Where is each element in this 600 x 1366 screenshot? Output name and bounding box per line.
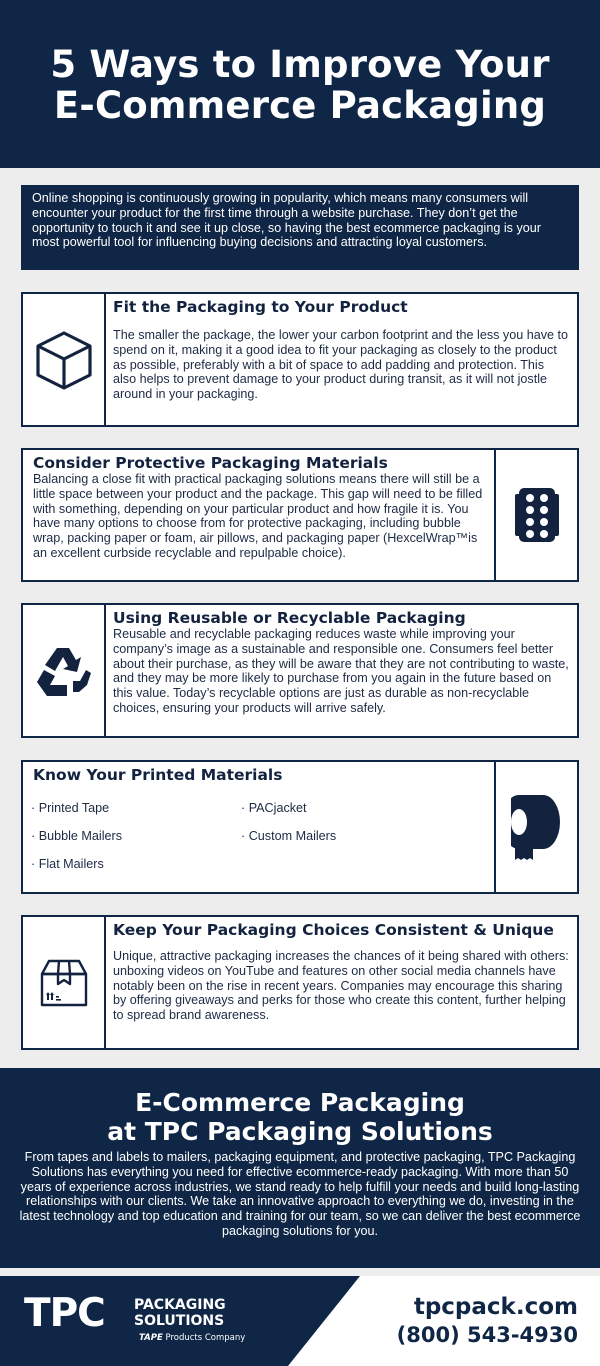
page-title-line-2: E-Commerce Packaging <box>53 84 547 127</box>
footer <box>0 1276 600 1366</box>
phone-number[interactable]: (800) 543-4930 <box>396 1323 578 1347</box>
section-title: Know Your Printed Materials <box>33 766 283 784</box>
page-title-line-1: 5 Ways to Improve Your <box>50 43 550 86</box>
about-title-line-1: E-Commerce Packaging <box>135 1088 465 1117</box>
about-title-line-2: at TPC Packaging Solutions <box>107 1117 493 1146</box>
header-banner <box>0 0 600 168</box>
section-title: Fit the Packaging to Your Product <box>113 298 408 316</box>
logo-tagline-rest: Products Company <box>162 1333 246 1343</box>
intro-paragraph: Online shopping is continuously growing in popularity, which means many consumers will encounter your product for the first time through a website purchase. They don’t get the opportunity to touch it and see it up close, so having the best ecommerce packaging is your most powerful tool for influencing buying decisions and attracting loyal customers. <box>21 185 579 270</box>
about-body: From tapes and labels to mailers, packaging equipment, and protective packaging, TPC Packaging Solutions has everything you need for effective ecommerce-ready packaging. With more than 50 years of experience across industries, we stand ready to help fulfill your needs and build long-lasting relationships with our clients. We take an innovative approach to everything we do, investing in the latest technology and top education and training for our team, so we can deliver the best ecommerce packaging solutions for you. <box>19 1150 581 1238</box>
logo-tagline <box>139 1333 245 1343</box>
section-fit-packaging <box>21 292 579 427</box>
section-title: Consider Protective Packaging Materials <box>33 454 388 472</box>
website-link[interactable]: tpcpack.com <box>413 1294 578 1320</box>
logo-wordmark: TPC <box>24 1291 105 1336</box>
section-icon-cell <box>494 762 577 892</box>
list-item: · Printed Tape <box>31 801 110 815</box>
list-item: · Flat Mailers <box>31 857 104 871</box>
section-icon-cell <box>23 294 106 425</box>
section-reusable-packaging <box>21 603 579 738</box>
page-title <box>0 44 600 126</box>
section-protective-materials <box>21 448 579 582</box>
logo-tagline-brand: TAPE <box>139 1333 163 1343</box>
list-item: · Bubble Mailers <box>31 829 122 843</box>
bubble-wrap-icon <box>513 486 561 544</box>
section-title: Using Reusable or Recyclable Packaging <box>113 609 466 627</box>
section-consistent-unique <box>21 915 579 1050</box>
section-icon-cell <box>23 605 106 736</box>
printed-materials-list <box>31 800 471 873</box>
about-section <box>0 1068 600 1268</box>
logo-line-2: SOLUTIONS <box>134 1313 225 1329</box>
section-icon-cell <box>494 450 577 580</box>
logo-line-1: PACKAGING <box>134 1297 226 1313</box>
recycle-icon <box>35 644 93 698</box>
list-item: · Custom Mailers <box>241 829 337 843</box>
section-body: Balancing a close fit with practical packaging solutions means there will still be a little space between your product and the package. This gap will need to be filled with something, depending on your particular product and how fragile it is. You have many options to choose from for protective packaging, including bubble wrap, packing paper or foam, air pillows, and packaging paper (HexcelWrap™is an excellent curbside recyclable and repulpable choice). <box>33 472 483 560</box>
about-title <box>0 1088 600 1146</box>
section-body: Reusable and recyclable packaging reduces waste while improving your company’s image as a sustainable and responsible one. Consumers feel better about their purchase, as they will be aware that they are not contributing to waste, and they may be more likely to purchase from you again in the future based on this value. Today’s recyclable options are just as durable as non-recyclable choices, ensuring your products will arrive safely. <box>113 627 569 715</box>
tape-roll-icon <box>511 792 563 862</box>
section-icon-cell <box>23 917 106 1048</box>
list-item: · PACjacket <box>241 801 307 815</box>
box-icon <box>33 329 95 391</box>
section-body: The smaller the package, the lower your carbon footprint and the less you have to spend on it, making it a good idea to fit your packaging as closely to the product as possible, preferably with a bit of space to add padding and protection. This also helps to prevent damage to your product during transit, as it will not jostle around in your packaging. <box>113 328 569 402</box>
section-body: Unique, attractive packaging increases the chances of it being shared with others: unboxing videos on YouTube and features on other social media channels have notably been on the rise in recent years. Companies may encourage this sharing by offering giveaways and perks for those who create this content, further helping to spread brand awareness. <box>113 949 569 1023</box>
shipping-box-icon <box>39 958 89 1008</box>
section-printed-materials <box>21 760 579 894</box>
section-title: Keep Your Packaging Choices Consistent & Unique <box>113 921 554 939</box>
